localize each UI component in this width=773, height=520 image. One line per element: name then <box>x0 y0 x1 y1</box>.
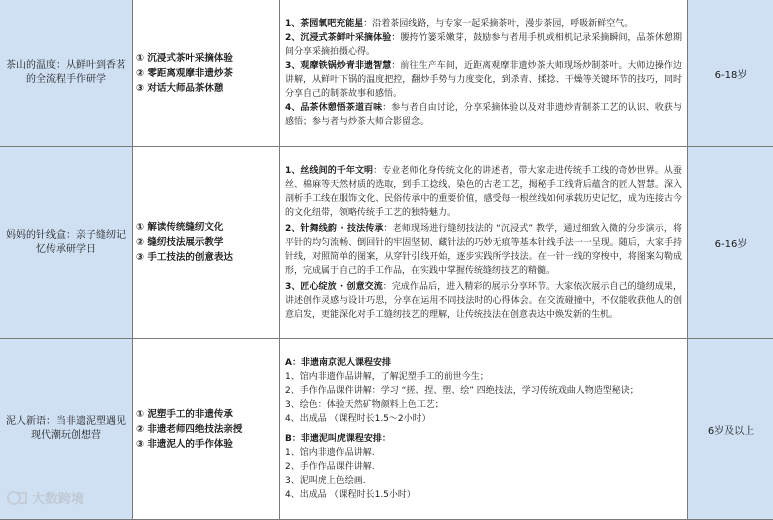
highlights-cell <box>133 339 280 520</box>
description-item: 4、品茶休憩悟茶道百味：参与者自由讨论，分享采摘体验以及对非遗炒青制茶工艺的认识、收获与感悟；参与者与炒茶大师合影留念。 <box>285 101 682 129</box>
highlight-item: ③ 手工技法的创意表达 <box>136 250 276 265</box>
description-item: 2、针舞线韵 · 技法传承：老师现场进行缝纫技法的 “沉浸式” 教学，通过细致入微的分步演示，将平针的均匀流畅、倒回针的牢固坚韧、藏针法的巧妙无痕等基本针线手法一一呈现。随后，大家手持针线，对照简单的图案，从穿针引线开始，逐步实践所学技法。在一针一线的穿梭中，将图案勾勒成形，完成属于自己的手工作品，在实践中掌握传统缝纫技艺的精髓。 <box>285 222 682 278</box>
section-title: A：非遗南京泥人课程安排 <box>285 356 682 370</box>
description-item: 3、匠心绽放 · 创意交流：完成作品后，进入精彩的展示分享环节。大家依次展示自己的缝纫成果，讲述创作灵感与设计巧思，分享在运用不同技法时的心得体会。在交流碰撞中，不仅能收获他人的创意启发，更能深化对手工缝纫技艺的理解，让传统技法在创意表达中焕发新的生机。 <box>285 280 682 322</box>
section-line: 4、出成品 （课程时长1.5～2小时） <box>285 412 682 426</box>
highlight-item: ② 非遗老师四绝技法亲授 <box>136 422 276 437</box>
course-name: 妈妈的针线盒：亲子缝纫记忆传承研学日 <box>0 229 132 257</box>
description-cell <box>280 0 688 147</box>
highlight-item: ③ 对话大师品茶休憩 <box>136 81 276 96</box>
description-item: 1、丝线间的千年文明：专业老师化身传统文化的讲述者，带大家走进传统手工线的奇妙世界。从蚕丝、棉麻等天然材质的选取，到手工捻线、染色的古老工艺，揭秘手工线背后蕴含的匠人智慧。深入剖析手工线在服饰文化、民俗传承中的重要价值，感受每一根丝线如何承载历史记忆，成为连接古今的文化纽带，领略传统手工艺的独特魅力。 <box>285 164 682 220</box>
highlights-cell <box>133 0 280 147</box>
age-cell <box>688 147 773 339</box>
logo-icon <box>6 489 28 507</box>
highlight-item: ① 解读传统缝纫文化 <box>136 220 276 235</box>
section-line: 1、馆内非遗作品讲解. <box>285 446 682 460</box>
section-title: B：非遗泥叫虎课程安排： <box>285 432 682 446</box>
course-name: 泥人新语：当非遗泥塑遇见现代潮玩创想营 <box>0 415 132 443</box>
description-item: 2、沉浸式茶鲜叶采摘体验：腰挎竹篓采嫩芽，鼓励参与者用手机或相机记录采摘瞬间，品茶休憩期间分享采摘拍摄心得。 <box>285 31 682 59</box>
section-line: 2、手作作品课件讲解：学习 “搓、捏、塑、绘” 四绝技法，学习传统戏曲人物造型秘诀； <box>285 384 682 398</box>
age-cell <box>688 0 773 147</box>
section-line: 3、绘色：体验天然矿物颜料上色工艺； <box>285 398 682 412</box>
course-name: 茶山的温度：从鲜叶到香茗的全流程手作研学 <box>0 59 132 87</box>
highlight-item: ① 沉浸式茶叶采摘体验 <box>136 51 276 66</box>
watermark-text: 大数跨境 <box>32 488 84 507</box>
table-row <box>0 0 773 147</box>
age-range: 6-16岁 <box>688 235 773 250</box>
highlight-item: ② 零距离观摩非遗炒茶 <box>136 66 276 81</box>
description-item: 1、茶园氧吧充能星：沿着茶园线路，与专家一起采摘茶叶，漫步茶园，呼吸新鲜空气。 <box>285 17 682 31</box>
course-name-cell <box>0 0 133 147</box>
highlights-cell <box>133 147 280 339</box>
watermark-logo <box>6 488 84 507</box>
description-cell <box>280 339 688 520</box>
course-name-cell <box>0 147 133 339</box>
section-line: 4、出成品 （课程时长1.5小时） <box>285 488 682 502</box>
highlight-item: ② 缝纫技法展示教学 <box>136 235 276 250</box>
age-range: 6岁及以上 <box>688 422 773 437</box>
section-line: 3、泥叫虎上色绘画. <box>285 474 682 488</box>
description-cell <box>280 147 688 339</box>
highlight-item: ① 泥塑手工的非遗传承 <box>136 407 276 422</box>
table-row <box>0 147 773 339</box>
age-cell <box>688 339 773 520</box>
section-line: 2、手作作品课件讲解. <box>285 460 682 474</box>
table-row <box>0 339 773 520</box>
section-line: 1、馆内非遗作品讲解，了解泥塑手工的前世今生； <box>285 370 682 384</box>
highlight-item: ③ 非遗泥人的手作体验 <box>136 437 276 452</box>
age-range: 6-18岁 <box>688 66 773 81</box>
description-item: 3、观摩铁锅炒青非遗智慧：前往生产车间，近距离观摩非遗炒茶大师现场炒制茶叶。大师边操作边讲解，从鲜叶下锅的温度把控，翻炒手势与力度变化，到杀青、揉捻、干燥等关键环节的技巧，同时分享自己的制茶故事和感悟。 <box>285 59 682 101</box>
